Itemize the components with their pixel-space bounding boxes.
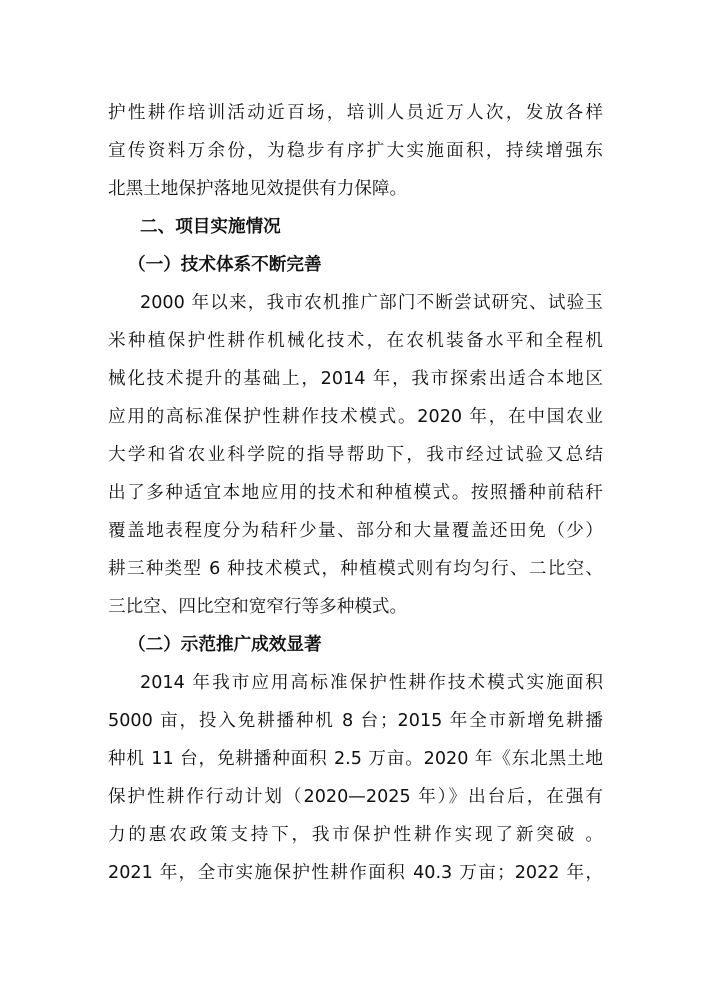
paragraph-line: 5000 亩，投入免耕播种机 8 台；2015 年全市新增免耕播 [108,711,603,731]
paragraph-line: 力的惠农政策支持下，我市保护性耕作实现了新突破 。 [108,825,603,845]
paragraph-line: 械化技术提升的基础上，2014 年，我市探索出适合本地区 [108,369,603,389]
subsection-heading: （二）示范推广成效显著 [128,635,322,655]
paragraph-line: 耕三种类型 6 种技术模式，种植模式则有均匀行、二比空、 [108,559,603,579]
paragraph-line: 2000 年以来，我市农机推广部门不断尝试研究、试验玉 [140,293,603,313]
paragraph-line: 北黑土地保护落地见效提供有力保障。 [108,179,408,199]
paragraph-line: 2014 年我市应用高标准保护性耕作技术模式实施面积 [140,673,603,693]
paragraph-line: 覆盖地表程度分为秸秆少量、部分和大量覆盖还田免（少） [108,521,603,541]
paragraph-line: 2021 年，全市实施保护性耕作面积 40.3 万亩；2022 年， [108,863,603,883]
section-heading: 二、项目实施情况 [140,217,281,237]
subsection-heading: （一）技术体系不断完善 [128,255,322,275]
paragraph-line: 种机 11 台，免耕播种面积 2.5 万亩。2020 年《东北黑土地 [108,749,603,769]
paragraph-line: 护性耕作培训活动近百场，培训人员近万人次，发放各样 [108,103,603,123]
paragraph-line: 大学和省农业科学院的指导帮助下，我市经过试验又总结 [108,445,603,465]
paragraph-line: 米种植保护性耕作机械化技术，在农机装备水平和全程机 [108,331,603,351]
paragraph-line: 宣传资料万余份，为稳步有序扩大实施面积，持续增强东 [108,141,603,161]
paragraph-line: 应用的高标准保护性耕作技术模式。2020 年，在中国农业 [108,407,603,427]
paragraph-line: 保护性耕作行动计划（2020—2025 年）》出台后，在强有 [108,787,603,807]
paragraph-line: 三比空、四比空和宽窄行等多种模式。 [108,597,408,617]
paragraph-line: 出了多种适宜本地应用的技术和种植模式。按照播种前秸秆 [108,483,603,503]
